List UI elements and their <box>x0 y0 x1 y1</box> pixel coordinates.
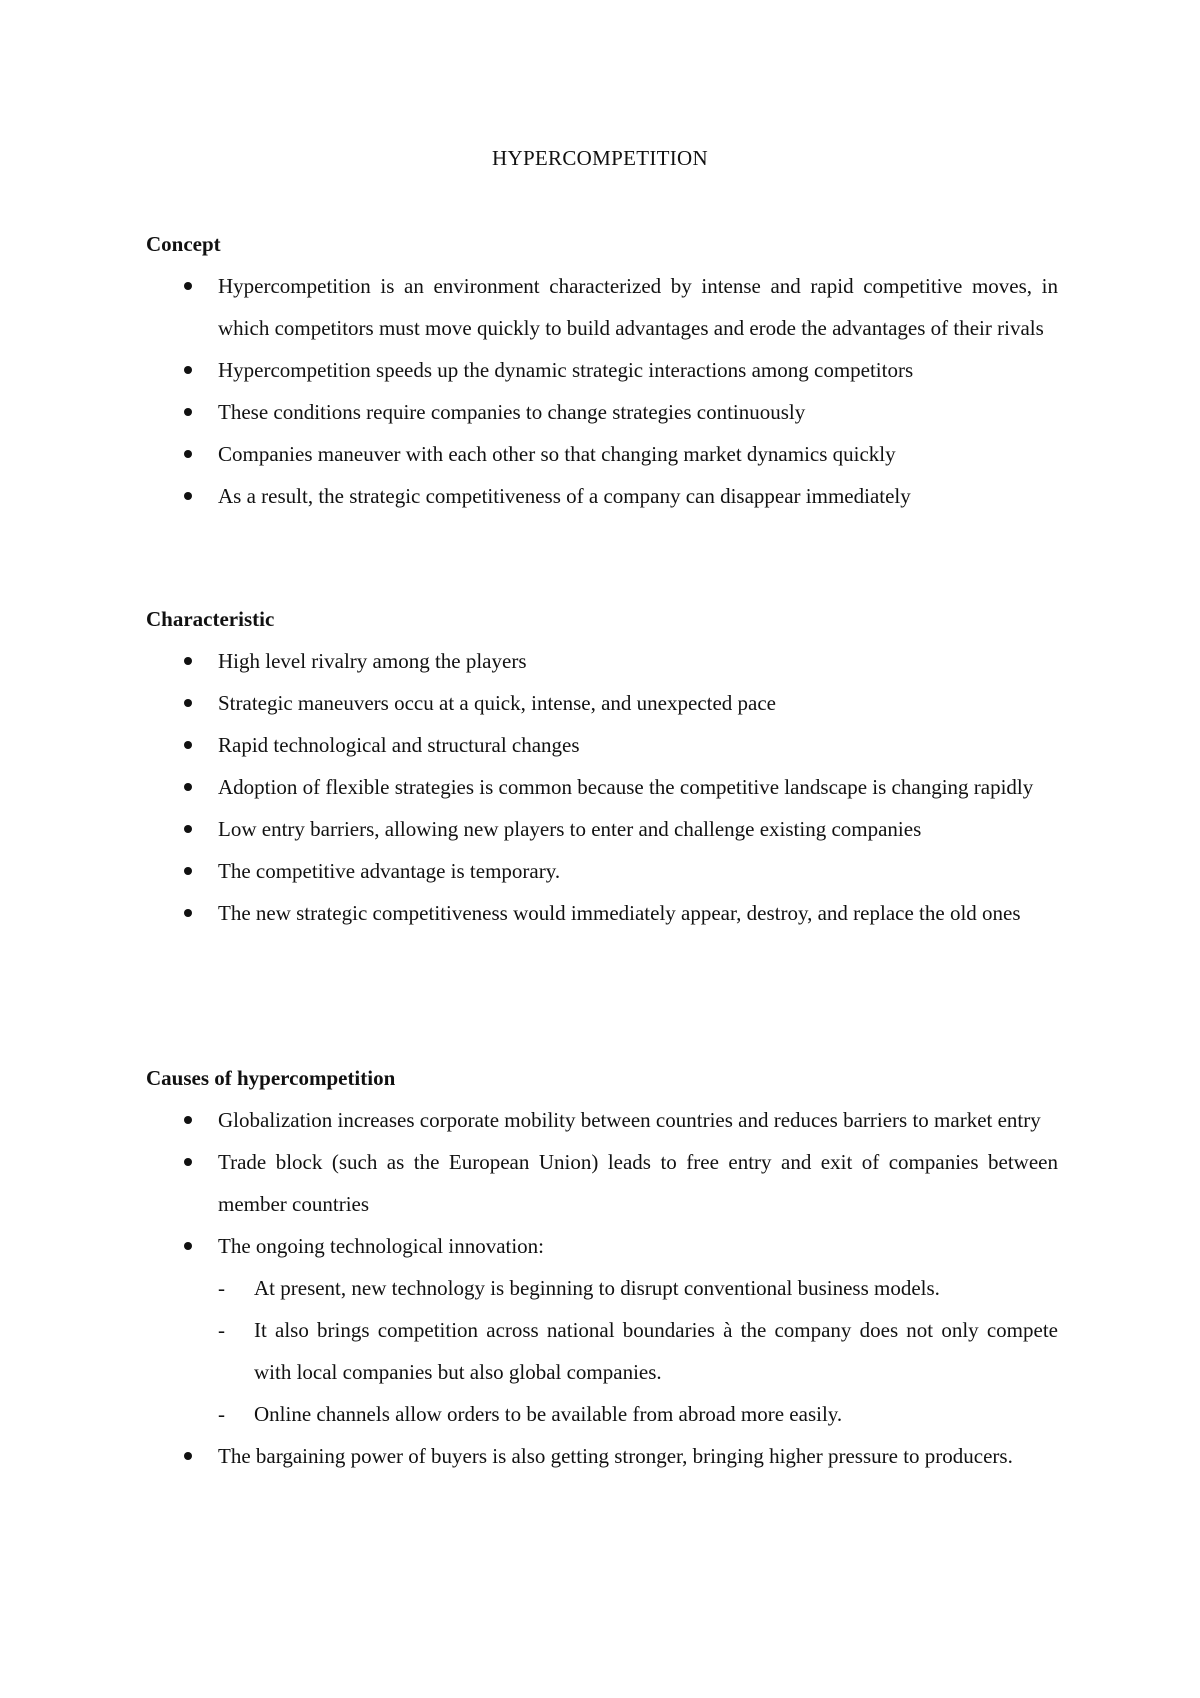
list-item-text: The new strategic competitiveness would immediately appear, destroy, and replace the old ones <box>218 901 1021 925</box>
list-item <box>146 1435 1058 1477</box>
bullet-icon <box>184 1158 192 1166</box>
list-item-text: Rapid technological and structural changes <box>218 733 580 757</box>
list-item <box>146 1141 1058 1225</box>
bullet-icon <box>184 909 192 917</box>
section-heading: Characteristic <box>146 607 275 631</box>
bullet-icon <box>184 1242 192 1250</box>
list-item <box>146 724 1058 766</box>
dash-marker: - <box>218 1402 225 1426</box>
list-item <box>146 766 1058 808</box>
list-item-text: As a result, the strategic competitiveness of a company can disappear immediately <box>218 484 911 508</box>
list-item-text: Hypercompetition speeds up the dynamic strategic interactions among competitors <box>218 358 914 382</box>
list-item-text: The bargaining power of buyers is also getting stronger, bringing higher pressure to producers. <box>218 1444 1013 1468</box>
list-item-text: The competitive advantage is temporary. <box>218 859 561 883</box>
bullet-icon <box>184 699 192 707</box>
list-item-text: These conditions require companies to change strategies continuously <box>218 400 806 424</box>
list-item-text: Companies maneuver with each other so that changing market dynamics quickly <box>218 442 896 466</box>
list-item <box>146 349 1058 391</box>
dash-marker: - <box>218 1318 225 1342</box>
list-item <box>146 1099 1058 1141</box>
list-item <box>146 640 1058 682</box>
list-item-text: Strategic maneuvers occu at a quick, intense, and unexpected pace <box>218 691 777 715</box>
dash-marker: - <box>218 1276 225 1300</box>
list-item <box>146 892 1058 934</box>
bullet-icon <box>184 492 192 500</box>
section-characteristic <box>146 598 1058 934</box>
sub-list-item <box>218 1393 1058 1435</box>
list-item <box>146 808 1058 850</box>
bullet-list <box>146 265 1058 517</box>
bullet-icon <box>184 783 192 791</box>
sub-list-item <box>218 1267 1058 1309</box>
sub-list-item-text: Online channels allow orders to be available from abroad more easily. <box>254 1402 843 1426</box>
section-heading: Causes of hypercompetition <box>146 1066 396 1090</box>
list-item-text: Trade block (such as the European Union) leads to free entry and exit of companies between member countries <box>218 1150 1058 1216</box>
list-item <box>146 265 1058 349</box>
bullet-icon <box>184 366 192 374</box>
list-item <box>146 850 1058 892</box>
list-item-text: The ongoing technological innovation: <box>218 1234 545 1258</box>
list-item <box>146 391 1058 433</box>
list-item <box>146 433 1058 475</box>
bullet-list <box>146 1099 1058 1477</box>
bullet-icon <box>184 408 192 416</box>
bullet-icon <box>184 741 192 749</box>
bullet-icon <box>184 825 192 833</box>
list-item <box>146 682 1058 724</box>
list-item-text: Adoption of flexible strategies is common because the competitive landscape is changing rapidly <box>218 775 1034 799</box>
list-item-text: Globalization increases corporate mobility between countries and reduces barriers to market entry <box>218 1108 1041 1132</box>
sub-list <box>218 1267 1058 1435</box>
list-item <box>146 1225 1058 1435</box>
bullet-icon <box>184 450 192 458</box>
section-heading: Concept <box>146 232 221 256</box>
sub-list-item-text: It also brings competition across national boundaries à the company does not only compete with local companies but also global companies. <box>254 1318 1058 1384</box>
bullet-icon <box>184 867 192 875</box>
bullet-icon <box>184 1116 192 1124</box>
bullet-icon <box>184 657 192 665</box>
bullet-icon <box>184 1452 192 1460</box>
bullet-icon <box>184 282 192 290</box>
sub-list-item <box>218 1309 1058 1393</box>
list-item-text: High level rivalry among the players <box>218 649 527 673</box>
section-causes <box>146 1057 1058 1477</box>
section-concept <box>146 223 1058 517</box>
list-item-text: Low entry barriers, allowing new players to enter and challenge existing companies <box>218 817 922 841</box>
list-item <box>146 475 1058 517</box>
bullet-list <box>146 640 1058 934</box>
document-title: HYPERCOMPETITION <box>492 146 708 170</box>
list-item-text: Hypercompetition is an environment characterized by intense and rapid competitive moves, in which competitors must move quickly to build advantages and erode the advantages of their rivals <box>218 274 1058 340</box>
sub-list-item-text: At present, new technology is beginning to disrupt conventional business models. <box>254 1276 940 1300</box>
